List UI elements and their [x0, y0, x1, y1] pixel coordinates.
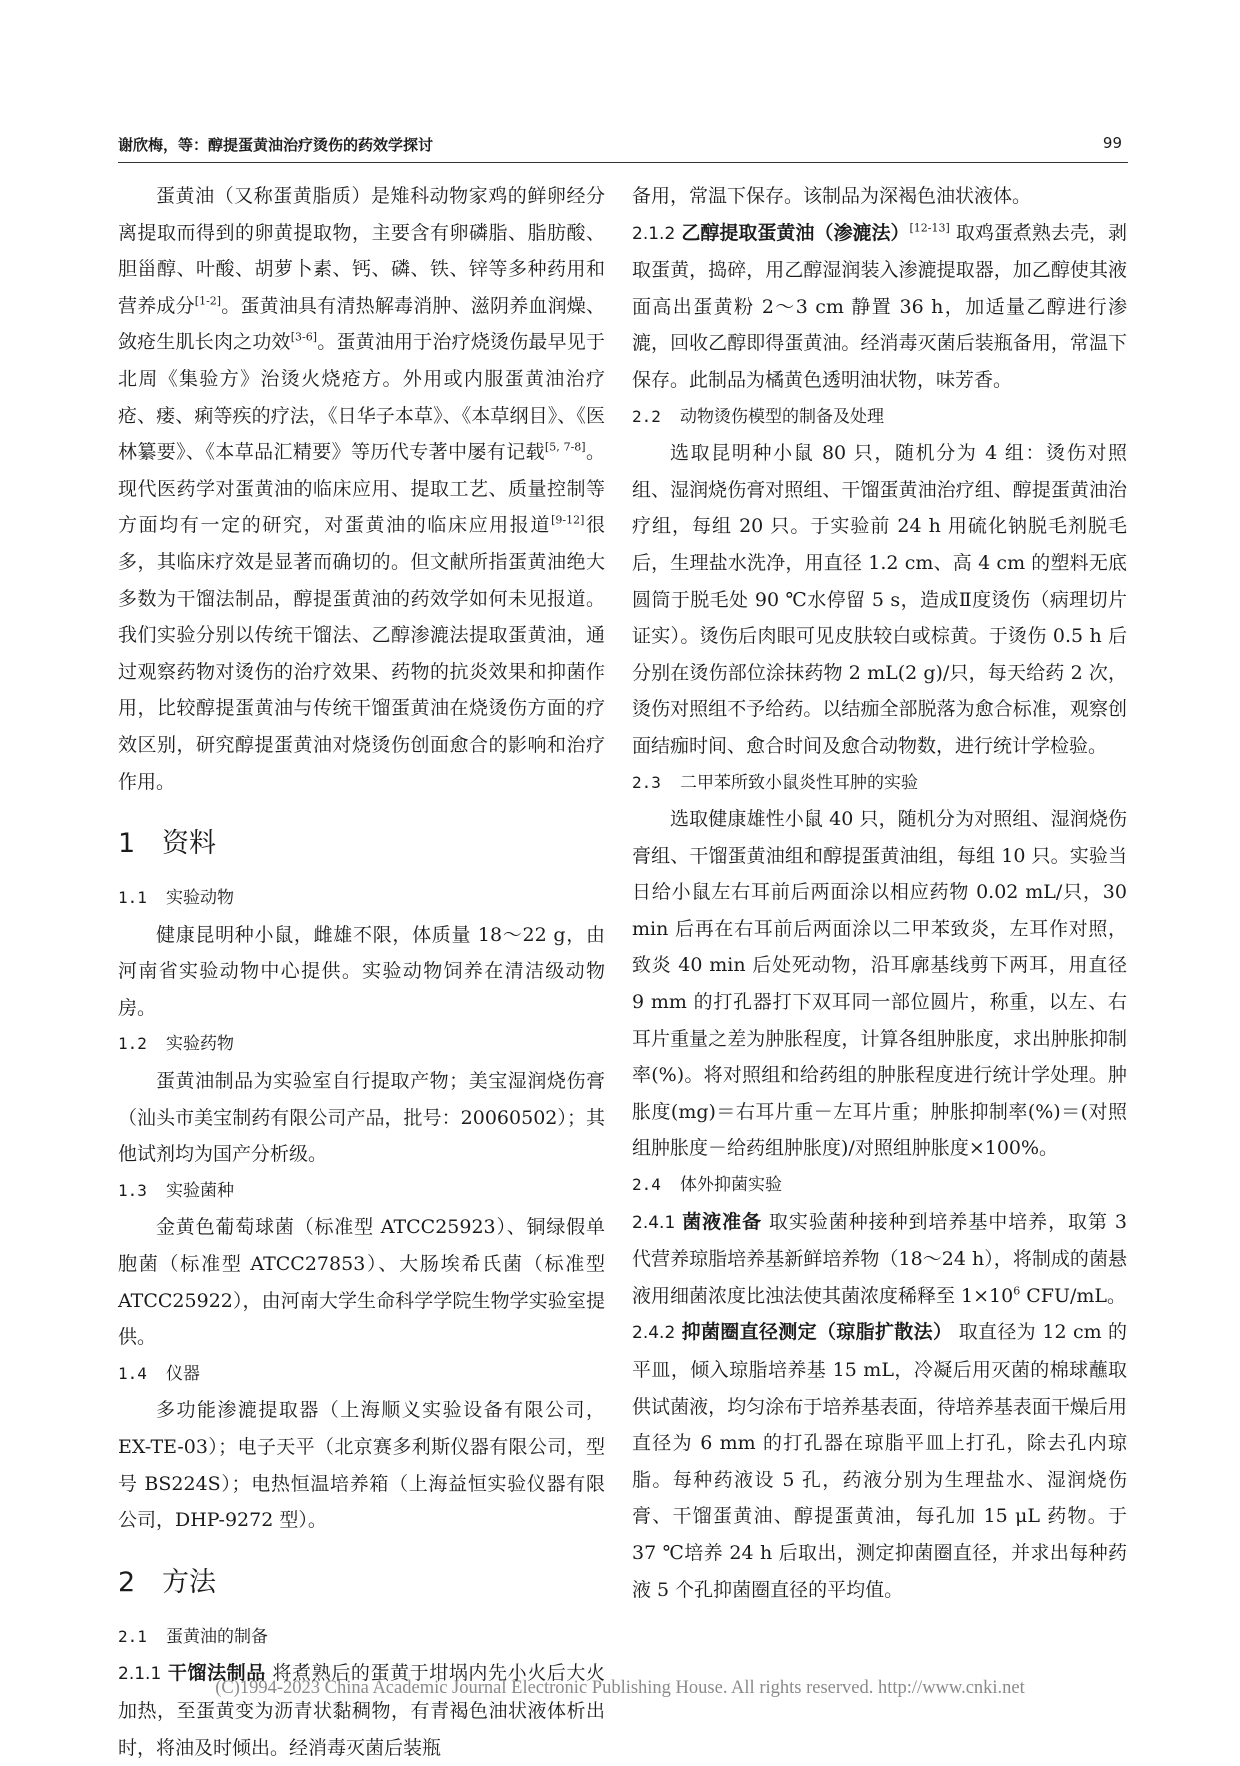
paragraph: 2.1.1 干馏法制品 将煮熟后的蛋黄于坩埚内先小火后大火加热，至蛋黄变为沥青状黏稠物，有青褐色油状液体析出时，将油及时倾出。经消毒灭菌后装瓶 — [118, 1662, 605, 1759]
paragraph-continued: 备用，常温下保存。该制品为深褐色油状液体。 — [632, 185, 1032, 207]
paragraph: 蛋黄油制品为实验室自行提取产物；美宝湿润烧伤膏（汕头市美宝制药有限公司产品，批号：20060502）；其他试剂均为国产分析级。 — [118, 1070, 605, 1166]
citation: [3-6] — [290, 331, 318, 345]
citation: [5, 7-8] — [544, 440, 586, 454]
section-heading-methods: 2 方法 — [118, 1566, 216, 1598]
paragraph: 金黄色葡萄球菌（标准型 ATCC25923）、铜绿假单胞菌（标准型 ATCC27853）、大肠埃希氏菌（标准型 ATCC25922），由河南大学生命科学学院生物学实验室提供。 — [118, 1216, 605, 1349]
subsection-heading: 2.2 动物烫伤模型的制备及处理 — [632, 406, 884, 427]
left-column — [118, 178, 605, 1766]
subsection-heading: 2.3 二甲苯所致小鼠炎性耳肿的实验 — [632, 772, 918, 793]
subsection-heading: 2.1 蛋黄油的制备 — [118, 1626, 268, 1647]
running-header — [118, 132, 1128, 163]
paragraph: 2.4.2 抑菌圈直径测定（琼脂扩散法） 取直径为 12 cm 的平皿，倾入琼脂培养基 15 mL，冷凝后用灭菌的棉球蘸取供试菌液，均匀涂布于培养基表面，待培养基表面干燥后用直径为 6 mm 的打孔器在琼脂平皿上打孔，除去孔内琼脂。每种药液设 5 孔，药液分别为生理盐水、湿润烧伤膏、干馏蛋黄油、醇提蛋黄油，每孔加 15 μL 药物。于 37 ℃培养 24 h 后取出，测定抑菌圈直径，并求出每种药液 5 个孔抑菌圈直径的平均值。 — [632, 1321, 1127, 1601]
copyright-footer: (C)1994-2023 China Academic Journal Electronic Publishing House. All rights reserved. http://www.cnki.net — [215, 1678, 1025, 1698]
paragraph: 健康昆明种小鼠，雌雄不限，体质量 18～22 g，由河南省实验动物中心提供。实验动物饲养在清洁级动物房。 — [118, 923, 605, 1019]
intro-paragraph: 蛋黄油（又称蛋黄脂质）是雉科动物家鸡的鲜卵经分离提取而得到的卵黄提取物，主要含有卵磷脂、脂肪酸、胆甾醇、叶酸、胡萝卜素、钙、磷、铁、锌等多种药用和营养成分[1-2]。蛋黄油具有清热解毒消肿、滋阴养血润燥、敛疮生肌长肉之功效[3-6]。蛋黄油用于治疗烧烫伤最早见于北周《集验方》治烫火烧疮方。外用或内服蛋黄油治疗疮、瘘、痢等疾的疗法，《日华子本草》、《本草纲目》、《医林纂要》、《本草品汇精要》等历代专著中屡有记载[5, 7-8]。现代医药学对蛋黄油的临床应用、提取工艺、质量控制等方面均有一定的研究，对蛋黄油的临床应用报道[9-12]很多，其临床疗效是显著而确切的。但文献所指蛋黄油绝大多数为干馏法制品，醇提蛋黄油的药效学如何未见报道。我们实验分别以传统干馏法、乙醇渗漉法提取蛋黄油，通过观察药物对烫伤的治疗效果、药物的抗炎效果和抑菌作用，比较醇提蛋黄油与传统干馏蛋黄油在烧烫伤方面的疗效区别，研究醇提蛋黄油对烧烫伤创面愈合的影响和治疗作用。 — [118, 185, 605, 793]
section-heading-materials: 1 资料 — [118, 828, 216, 860]
right-column — [632, 178, 1127, 1608]
paragraph: 多功能渗漉提取器（上海顺义实验设备有限公司，EX-TE-03）；电子天平（北京赛多利斯仪器有限公司，型号 BS224S）；电热恒温培养箱（上海益恒实验仪器有限公司，DHP-9272 型）。 — [118, 1399, 605, 1532]
citation: [12-13] — [909, 221, 950, 235]
subsection-heading: 1.1 实验动物 — [118, 888, 234, 909]
paragraph: 2.4.1 菌液准备 取实验菌种接种到培养基中培养，取第 3 代营养琼脂培养基新鲜培养物（18～24 h），将制成的菌悬液用细菌浓度比浊法使其菌浓度稀释至 $1\times 10^6$ CFU/mL。 — [632, 1210, 1127, 1307]
paragraph: 2.1.2 乙醇提取蛋黄油（渗漉法）[12-13] 取鸡蛋煮熟去壳，剥取蛋黄，捣碎，用乙醇湿润装入渗漉提取器，加乙醇使其液面高出蛋黄粉 2～3 cm 静置 36 h，加适量乙醇进行渗漉，回收乙醇即得蛋黄油。经消毒灭菌后装瓶备用，常温下保存。此制品为橘黄色透明油状物，味芳香。 — [632, 221, 1127, 391]
subsection-heading: 1.2 实验药物 — [118, 1034, 234, 1055]
subsection-heading: 1.4 仪器 — [118, 1363, 200, 1384]
page-number: 99 — [1102, 134, 1122, 152]
subsection-heading: 1.3 实验菌种 — [118, 1180, 234, 1201]
citation: [1-2] — [194, 294, 222, 308]
subsection-heading: 2.4 体外抑菌实验 — [632, 1175, 782, 1196]
paragraph: 选取昆明种小鼠 80 只，随机分为 4 组：烫伤对照组、湿润烧伤膏对照组、干馏蛋黄油治疗组、醇提蛋黄油治疗组，每组 20 只。于实验前 24 h 用硫化钠脱毛剂脱毛后，生理盐水洗净，用直径 1.2 cm、高 4 cm 的塑料无底圆筒于脱毛处 90 ℃水停留 5 s，造成Ⅱ度烫伤（病理切片证实）。烫伤后肉眼可见皮肤较白或棕黄。于烫伤 0.5 h 后分别在烫伤部位涂抹药物 2 mL(2 g)/只，每天给药 2 次，烫伤对照组不予给药。以结痂全部脱落为愈合标准，观察创面结痂时间、愈合时间及愈合动物数，进行统计学检验。 — [632, 442, 1127, 757]
running-title: 谢欣梅，等：醇提蛋黄油治疗烫伤的药效学探讨 — [118, 136, 434, 154]
citation: [9-12] — [551, 514, 585, 528]
paragraph: 选取健康雄性小鼠 40 只，随机分为对照组、湿润烧伤膏组、干馏蛋黄油组和醇提蛋黄油组，每组 10 只。实验当日给小鼠左右耳前后两面涂以相应药物 0.02 mL/只，30 min 后再在右耳前后两面涂以二甲苯致炎，左耳作对照，致炎 40 min 后处死动物，沿耳廓基线剪下两耳，用直径 9 mm 的打孔器打下双耳同一部位圆片，称重，以左、右耳片重量之差为肿胀程度，计算各组肿胀度，求出肿胀抑制率(%)。将对照组和给药组的肿胀程度进行统计学处理。肿胀度(mg)＝右耳片重－左耳片重；肿胀抑制率(%)＝(对照组肿胀度－给药组肿胀度)/对照组肿胀度×100%。 — [632, 808, 1127, 1160]
